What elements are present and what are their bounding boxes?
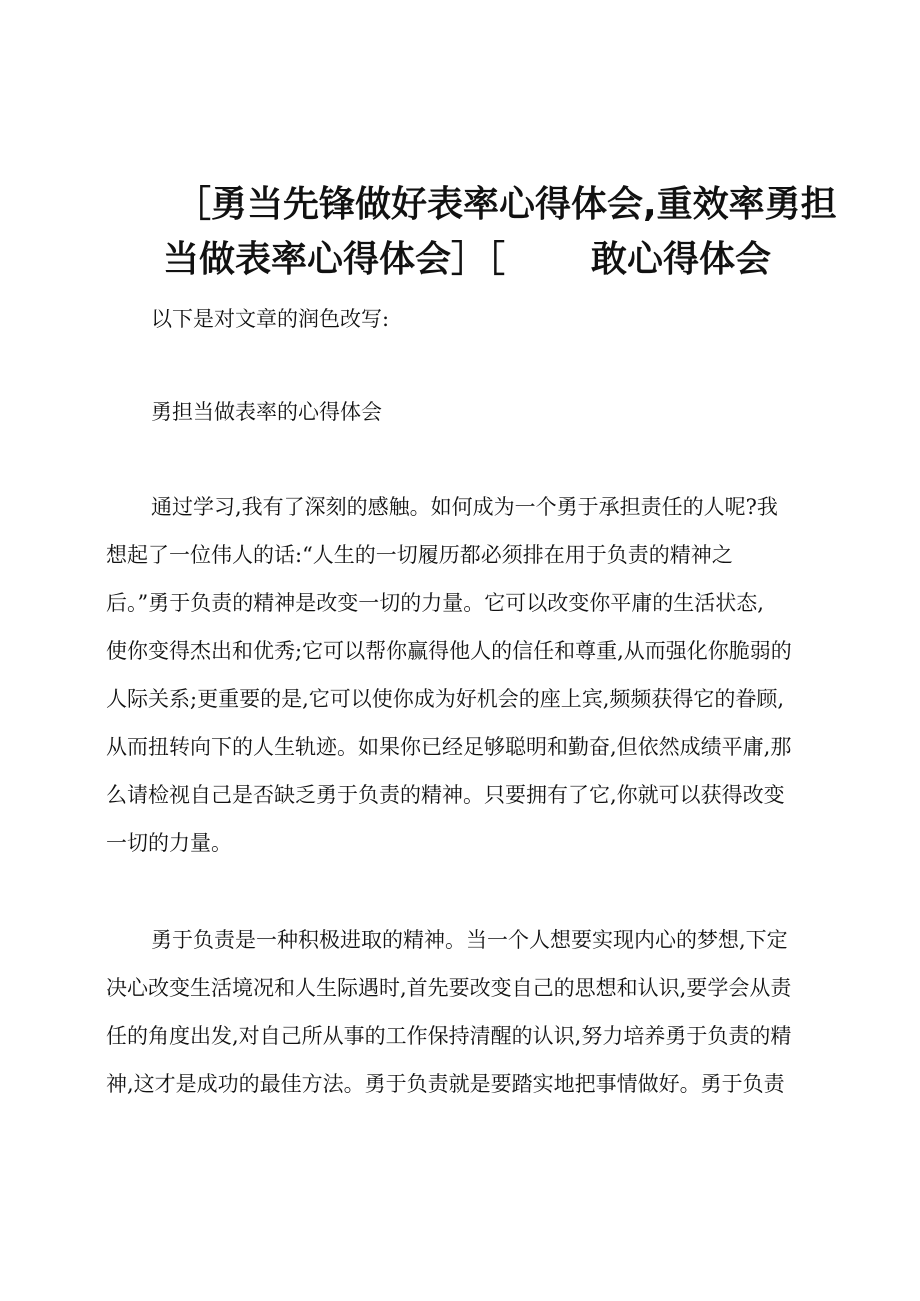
- paragraph-1-line: 使你变得杰出和优秀;它可以帮你赢得他人的信任和尊重,从而强化你脆弱的: [106, 639, 792, 663]
- document-title-line-2: [163, 236, 771, 284]
- paragraph-2-line: 任的角度出发,对自己所从事的工作保持清醒的认识,努力培养勇于负责的精: [106, 1024, 792, 1048]
- paragraph-2-line: 勇于负责是一种积极进取的精神。当一个人想要实现内心的梦想,下定: [151, 928, 788, 952]
- paragraph-1-line: 一切的力量。: [106, 831, 232, 855]
- intro-text: 以下是对文章的润色改写:: [151, 307, 390, 331]
- paragraph-1-line: 后。”勇于负责的精神是改变一切的力量。它可以改变你平庸的生活状态,: [106, 591, 764, 615]
- paragraph-2-line: 决心改变生活境况和人生际遇时,首先要改变自己的思想和认识,要学会从责: [106, 976, 792, 1000]
- document-title-line-2-part-a: 当做表率心得体会］［: [163, 239, 506, 280]
- paragraph-1-line: 么请检视自己是否缺乏勇于负责的精神。只要拥有了它,你就可以获得改变: [106, 783, 785, 807]
- section-subtitle: 勇担当做表率的心得体会: [151, 400, 382, 424]
- document-title-line-2-part-b: 敢心得体会: [591, 239, 772, 280]
- paragraph-2-line: 神,这才是成功的最佳方法。勇于负责就是要踏实地把事情做好。勇于负责: [106, 1072, 785, 1096]
- paragraph-1-line: 从而扭转向下的人生轨迹。如果你已经足够聪明和勤奋,但依然成绩平庸,那: [106, 735, 792, 759]
- paragraph-1-line: 通过学习,我有了深刻的感触。如何成为一个勇于承担责任的人呢?我: [151, 495, 778, 519]
- paragraph-1-line: 人际关系;更重要的是,它可以使你成为好机会的座上宾,频频获得它的眷顾,: [106, 687, 785, 711]
- document-title-line-1: ［勇当先锋做好表率心得体会,重效率勇担: [175, 184, 837, 225]
- paragraph-1-line: 想起了一位伟人的话:“人生的一切履历都必须排在用于负责的精神之: [106, 543, 733, 567]
